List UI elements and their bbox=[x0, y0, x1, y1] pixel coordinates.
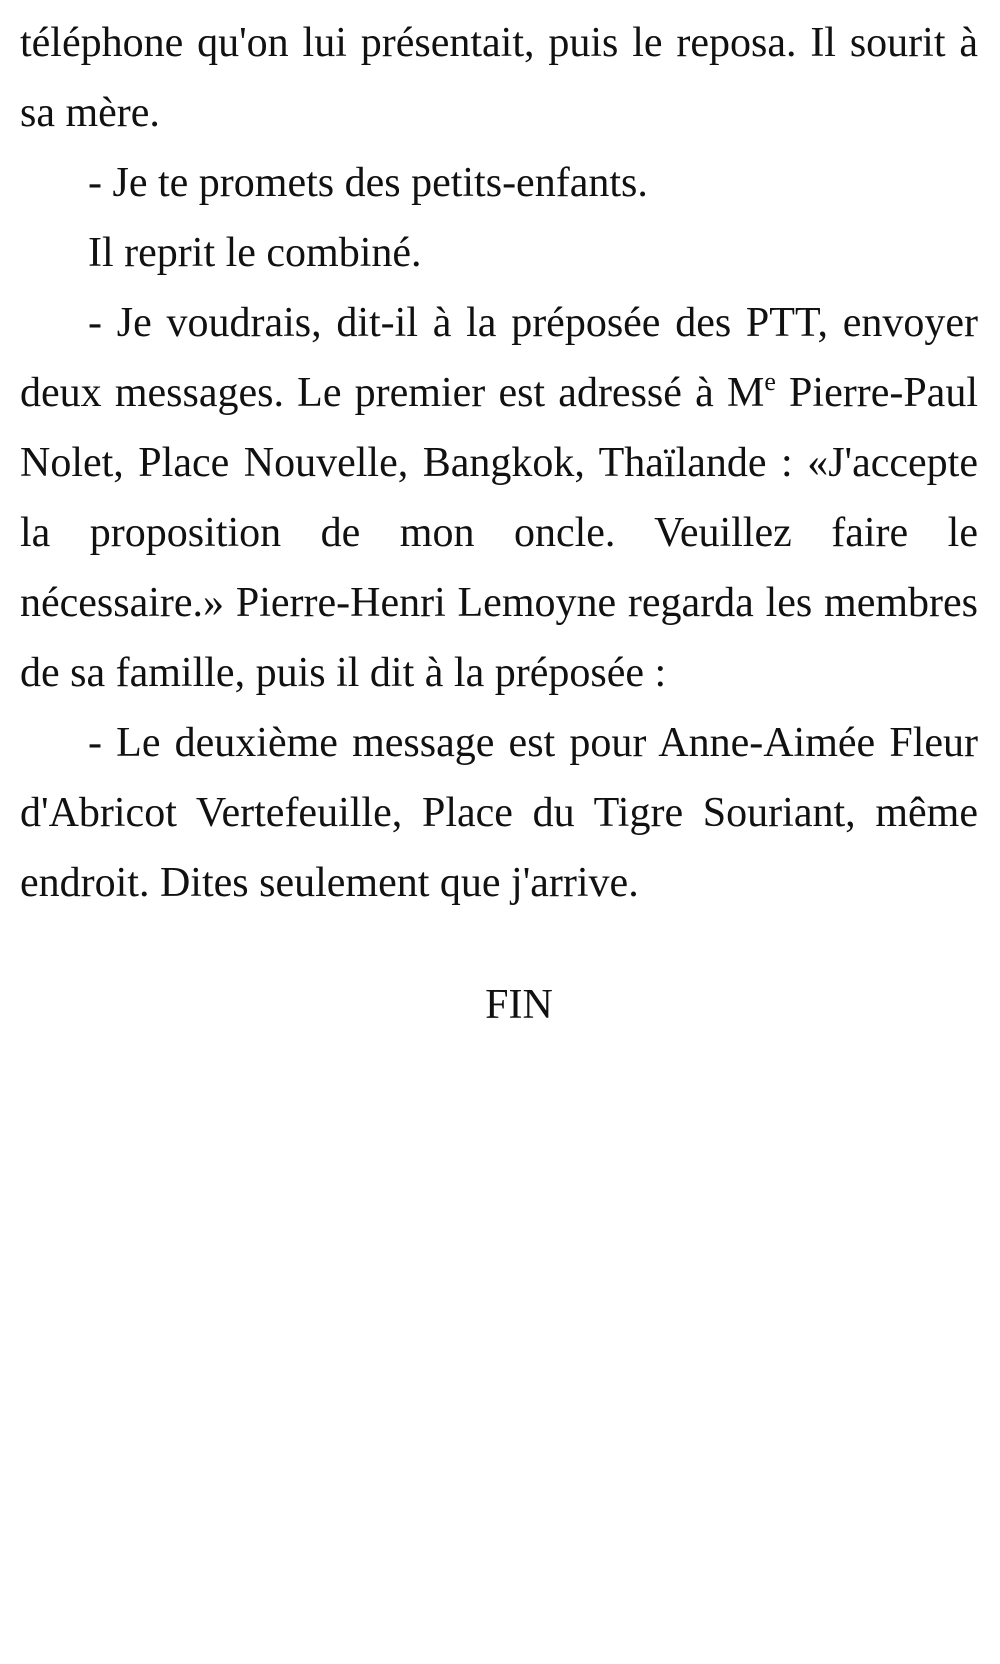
paragraph-3: Il reprit le combiné. bbox=[88, 230, 422, 276]
page-body bbox=[20, 8, 978, 1040]
paragraph-4-start: - Je voudrais, dit-il à la préposée des PTT, envoyer deux messages. Le premier est adressé à bbox=[20, 300, 978, 416]
paragraph-1: téléphone qu'on lui présentait, puis le reposa. Il sourit à sa mère. bbox=[20, 20, 978, 136]
ending-fin: FIN bbox=[485, 982, 553, 1028]
honorific-m: M bbox=[726, 370, 765, 416]
paragraph-2: - Je te promets des petits-enfants. bbox=[88, 160, 648, 206]
paragraph-4-rest: Pierre-Paul Nolet, Place Nouvelle, Bangkok, Thaïlande : «J'accepte la proposition de mon oncle. Veuillez faire le nécessaire.» Pierre-Henri Lemoyne regarda les membres de sa famille, puis il dit à la préposée : bbox=[20, 370, 978, 696]
honorific-superscript: e bbox=[764, 367, 776, 396]
paragraph-5: - Le deuxième message est pour Anne-Aimée Fleur d'Abricot Vertefeuille, Place du Tigre Souriant, même endroit. Dites seulement que j'arrive. bbox=[20, 720, 978, 906]
paragraph-4 bbox=[20, 288, 978, 708]
